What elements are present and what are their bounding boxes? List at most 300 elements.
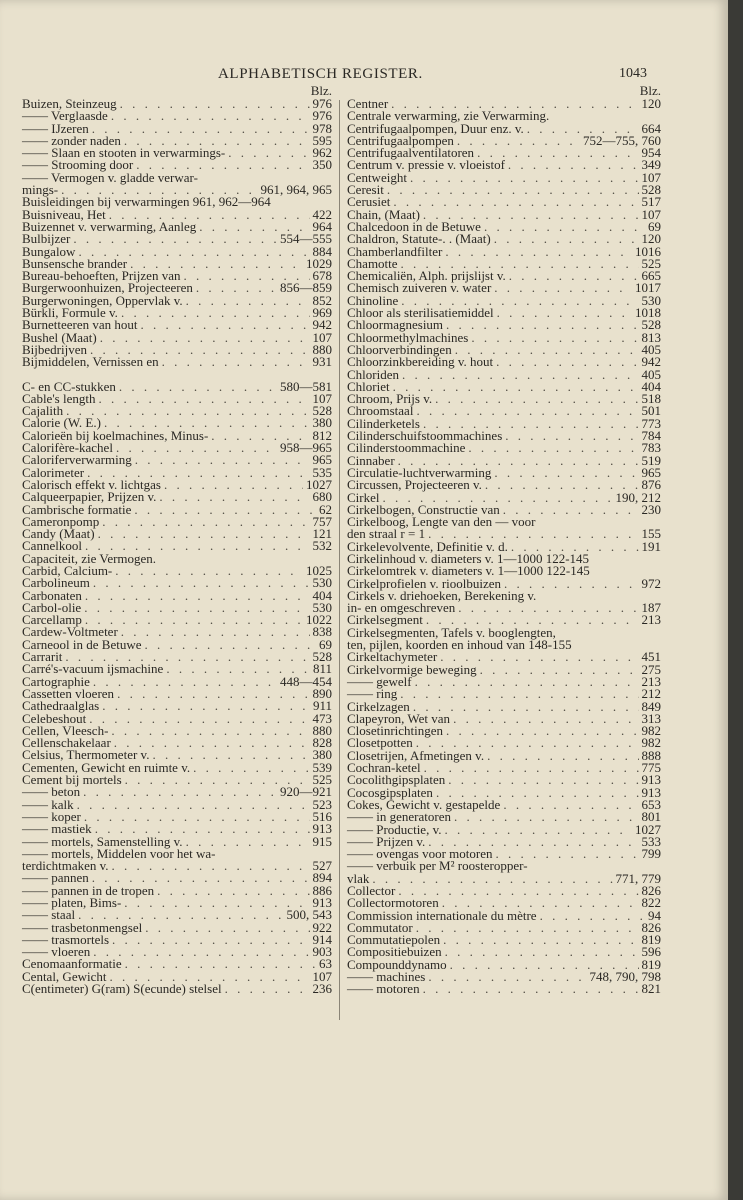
entry-page-ref: 525 <box>641 255 661 271</box>
entry-term: Centweight <box>347 169 407 185</box>
entry-page-ref: 913 <box>641 772 661 788</box>
index-entry <box>347 860 661 872</box>
dot-leader <box>89 713 309 725</box>
entry-term: Chaldron, Statute-. . (Maat) <box>347 231 491 247</box>
entry-term: Cable's length <box>22 390 96 406</box>
column-divider <box>339 100 340 1020</box>
dot-leader <box>93 676 277 688</box>
entry-page-ref: 965 <box>312 452 332 468</box>
entry-term: Chloriden <box>347 366 399 382</box>
entry-term: Centrum v. pressie v. vloeistof <box>347 157 505 173</box>
dot-leader <box>145 922 309 934</box>
dot-leader <box>494 467 638 479</box>
dot-leader <box>85 590 310 602</box>
entry-page-ref: 107 <box>312 968 332 984</box>
entry-page-ref: 107 <box>641 169 661 185</box>
entry-page-ref: 451 <box>641 649 661 665</box>
entry-page-ref: 958—965 <box>280 440 332 456</box>
entry-term: Carcellamp <box>22 612 82 628</box>
entry-term: Chain, (Maat) <box>347 206 420 222</box>
dot-leader <box>435 393 638 405</box>
entry-term: Cartographie <box>22 673 90 689</box>
entry-page-ref: 501 <box>641 403 661 419</box>
entry-term: Chamotte <box>347 255 398 271</box>
entry-page-ref: 1018 <box>635 305 661 321</box>
entry-page-ref: 1016 <box>635 243 661 259</box>
dot-leader <box>111 725 309 737</box>
dot-leader <box>84 811 310 823</box>
entry-term: Cilinderstoommachine <box>347 440 466 456</box>
entry-term: —— mortels, Samenstelling v. <box>22 833 183 849</box>
entry-page-ref: 964 <box>312 218 332 234</box>
entry-term: Cirkel <box>347 489 380 505</box>
entry-page-ref: 819 <box>641 956 661 972</box>
dot-leader <box>141 319 310 331</box>
entry-page-ref: 380 <box>312 747 332 763</box>
page-header <box>0 66 728 86</box>
entry-term: Cirkelboog, Lengte van den — voor <box>347 514 536 530</box>
entry-term: —— Prijzen v. <box>347 833 426 849</box>
entry-term: Caloriferverwarming <box>22 452 132 468</box>
entry-term: Bijbedrijven <box>22 341 87 357</box>
dot-leader <box>115 565 303 577</box>
entry-page-ref: 213 <box>641 673 661 689</box>
dot-leader <box>134 504 316 516</box>
entry-term: Cental, Gewicht <box>22 968 107 984</box>
dot-leader <box>125 958 316 970</box>
entry-term: Bushel (Maat) <box>22 329 97 345</box>
entry-term: Bungalow <box>22 243 76 259</box>
entry-term: Buizennet v. verwarming, Aanleg <box>22 218 197 234</box>
entry-term: Cirkelzagen <box>347 698 410 714</box>
entry-page-ref: 801 <box>641 809 661 825</box>
entry-page-ref: 528 <box>641 317 661 333</box>
dot-leader <box>84 602 309 614</box>
entry-term: —— zonder naden <box>22 132 121 148</box>
entry-term: —— in generatoren <box>347 809 451 825</box>
entry-page-ref: 519 <box>641 452 661 468</box>
entry-page-ref: 876 <box>641 477 661 493</box>
entry-term: —— machines <box>347 969 426 985</box>
entry-term: Capaciteit, zie Vermogen. <box>22 550 157 566</box>
entry-term: —— staal <box>22 907 76 923</box>
dot-leader <box>540 910 645 922</box>
dot-leader <box>93 577 310 589</box>
entry-page-ref: 856—859 <box>280 280 332 296</box>
dot-leader <box>509 270 639 282</box>
entry-term: Chamberlandfilter <box>347 243 443 259</box>
entry-term: Ceresit <box>347 182 384 198</box>
entry-page-ref: 554—555 <box>280 231 332 247</box>
entry-page-ref: 880 <box>312 341 332 357</box>
entry-page-ref: 530 <box>312 575 332 591</box>
dot-leader <box>448 774 638 786</box>
entry-page-ref: 821 <box>641 981 661 997</box>
dot-leader <box>93 946 309 958</box>
entry-page-ref: 1022 <box>306 612 332 628</box>
index-entry <box>347 169 661 185</box>
index-entry <box>22 983 332 995</box>
entry-term: —— trasmortels <box>22 931 110 947</box>
entry-term: Chroom, Prijs v. <box>347 391 433 407</box>
entry-term: —— ovengas voor motoren <box>347 846 493 862</box>
entry-term: Cellen, Vleesch- <box>22 722 109 738</box>
dot-leader <box>423 983 639 995</box>
entry-page-ref: 783 <box>641 440 661 456</box>
entry-term: Centrale verwarming, zie Verwarming. <box>347 108 550 124</box>
entry-term: —— Productie, v. <box>347 821 442 837</box>
entry-term: ten, pijlen, koorden en inhoud van 148-155 <box>347 637 572 653</box>
entry-term: Burgerwoonhuizen, Projecteeren <box>22 280 193 296</box>
entry-page-ref: 664 <box>641 120 661 136</box>
entry-page-ref: 890 <box>312 685 332 701</box>
entry-term: Cenomaanformatie <box>22 956 122 972</box>
entry-term: Calorifère-kachel <box>22 440 113 456</box>
entry-term: Chloormethylmachines <box>347 329 469 345</box>
entry-term: Chroomstaal <box>347 403 414 419</box>
entry-term: Cirkelinhoud v. diameters v. 1—1000 122-145 <box>347 550 590 566</box>
entry-term: Commutator <box>347 919 413 935</box>
entry-term: Commutatiepolen <box>347 932 441 948</box>
entry-term: Cirkelomtrek v. diameters v. 1—1000 122-145 <box>347 563 590 579</box>
entry-page-ref: 888 <box>641 747 661 763</box>
dot-leader <box>121 307 310 319</box>
entry-term: Closetrijen, Afmetingen v. <box>347 747 485 763</box>
entry-page-ref: 596 <box>641 944 661 960</box>
dot-leader <box>446 725 638 737</box>
entry-term: —— vloeren <box>22 944 91 960</box>
dot-leader <box>416 405 638 417</box>
entry-page-ref: 63 <box>319 956 332 972</box>
entry-page-ref: 595 <box>312 132 332 148</box>
dot-leader <box>98 393 309 405</box>
entry-page-ref: 819 <box>641 932 661 948</box>
entry-page-ref: 528 <box>641 182 661 198</box>
entry-term: Cameronpomp <box>22 513 100 529</box>
dot-leader <box>112 934 309 946</box>
entry-page-ref: 580—581 <box>280 378 332 394</box>
entry-term: Buisniveau, Het <box>22 206 106 222</box>
dot-leader <box>102 700 310 712</box>
dot-leader <box>468 442 638 454</box>
dot-leader <box>100 332 310 344</box>
entry-term: Calorimeter <box>22 464 85 480</box>
entry-page-ref: 978 <box>312 120 332 136</box>
dot-leader <box>111 110 310 122</box>
entry-term: Calqueerpapier, Prijzen v. <box>22 489 157 505</box>
dot-leader <box>145 639 317 651</box>
dot-leader <box>102 516 309 528</box>
entry-page-ref: 748, 790, 798 <box>589 969 661 985</box>
dot-leader <box>116 442 277 454</box>
entry-page-ref: 404 <box>312 587 332 603</box>
entry-page-ref: 812 <box>312 427 332 443</box>
entry-page-ref: 826 <box>641 919 661 935</box>
dot-leader <box>119 381 277 393</box>
dot-leader <box>494 282 632 294</box>
entry-page-ref: 886 <box>312 882 332 898</box>
dot-leader <box>410 172 639 184</box>
index-entry <box>347 184 661 196</box>
entry-term: Chloorzinkbereiding v. hout <box>347 354 494 370</box>
dot-leader <box>135 454 310 466</box>
dot-leader <box>453 713 638 725</box>
entry-page-ref: 539 <box>312 759 332 775</box>
dot-leader <box>112 860 310 872</box>
entry-term: Cinnaber <box>347 452 395 468</box>
entry-page-ref: 784 <box>641 428 661 444</box>
entry-page-ref: 838 <box>312 624 332 640</box>
entry-term: Cokes, Gewicht v. gestapelde <box>347 796 501 812</box>
dot-leader <box>387 184 639 196</box>
entry-term: den straal r = 1 <box>347 526 426 542</box>
entry-page-ref: 530 <box>641 292 661 308</box>
entry-term: Cirkelevolvente, Definitie v. d. <box>347 538 508 554</box>
dot-leader <box>416 922 639 934</box>
entry-page-ref: 1027 <box>306 476 332 492</box>
entry-term: Chloormagnesium <box>347 317 444 333</box>
entry-page-ref: 120 <box>641 96 661 111</box>
entry-page-ref: 813 <box>641 329 661 345</box>
dot-leader <box>66 405 309 417</box>
entry-term: Cirkelprofielen v. rioolbuizen <box>347 575 502 591</box>
entry-term: Chalcedoon in de Betuwe <box>347 218 481 234</box>
left-column <box>22 84 332 995</box>
entry-term: Compounddynamo <box>347 956 447 972</box>
entry-page-ref: 349 <box>641 157 661 173</box>
entry-page-ref: 826 <box>641 883 661 898</box>
dot-leader <box>98 528 310 540</box>
entry-term: —— verbuik per M² roosteropper- <box>347 858 528 874</box>
dot-leader <box>497 307 632 319</box>
entry-page-ref: 120 <box>641 231 661 247</box>
index-entry <box>347 479 661 491</box>
entry-page-ref: 404 <box>641 378 661 394</box>
entry-page-ref: 922 <box>312 919 332 935</box>
entry-page-ref: 530 <box>312 599 332 615</box>
entry-term: Calorieën bij koelmachines, Minus- <box>22 427 209 443</box>
entry-term: —— Slaan en stooten in verwarmings- <box>22 145 226 161</box>
entry-page-ref: 773 <box>641 415 661 431</box>
entry-term: Bürkli, Formule v. <box>22 305 118 321</box>
entry-term: Cirkelsegment <box>347 612 423 628</box>
dot-leader <box>505 430 638 442</box>
entry-page-ref: 915 <box>312 833 332 849</box>
entry-term: Carbonaten <box>22 587 82 603</box>
entry-page-ref: 911 <box>312 698 332 714</box>
entry-page-ref: 190, 212 <box>615 489 661 505</box>
entry-term: Cassetten vloeren <box>22 685 115 701</box>
entry-page-ref: 523 <box>312 796 332 812</box>
dot-leader <box>73 233 277 245</box>
entry-page-ref: 107 <box>312 390 332 406</box>
entry-term: Cirkels v. driehoeken, Berekening v. <box>347 587 537 603</box>
dot-leader <box>372 873 612 885</box>
entry-page-ref: 828 <box>312 735 332 751</box>
entry-page-ref: 528 <box>312 649 332 665</box>
entry-term: Burnetteeren van hout <box>22 317 138 333</box>
dot-leader <box>415 676 639 688</box>
entry-page-ref: 961, 964, 965 <box>260 182 332 198</box>
entry-term: terdichtmaken v. <box>22 858 109 874</box>
dot-leader <box>503 799 638 811</box>
entry-term: mings- <box>22 182 59 198</box>
dot-leader <box>186 295 310 307</box>
entry-page-ref: 942 <box>641 354 661 370</box>
dot-leader <box>446 319 638 331</box>
entry-page-ref: 1017 <box>635 280 661 296</box>
entry-page-ref: 920—921 <box>280 784 332 800</box>
entry-term: Celsius, Thermometer v. <box>22 747 150 763</box>
dot-leader <box>393 196 638 208</box>
entry-term: Centner <box>347 96 389 111</box>
dot-leader <box>445 246 632 258</box>
entry-page-ref: 62 <box>319 501 332 517</box>
entry-page-ref: 69 <box>319 636 332 652</box>
entry-page-ref: 653 <box>641 796 661 812</box>
entry-page-ref: 914 <box>312 931 332 947</box>
entry-term: Carbolineum <box>22 575 90 591</box>
entry-page-ref: 771, 779 <box>615 870 661 886</box>
entry-page-ref: 665 <box>641 268 661 284</box>
entry-page-ref: 518 <box>641 391 661 407</box>
entry-term: Carneool in de Betuwe <box>22 636 142 652</box>
entry-page-ref: 69 <box>648 218 661 234</box>
entry-page-ref: 107 <box>641 206 661 222</box>
dot-leader <box>92 123 310 135</box>
entry-term: Burgerwoningen, Oppervlak v. <box>22 292 183 308</box>
entry-page-ref: 448—454 <box>280 673 332 689</box>
entry-page-ref: 757 <box>312 513 332 529</box>
entry-term: —— beton <box>22 784 81 800</box>
entry-page-ref: 976 <box>312 108 332 124</box>
page-number: 1043 <box>619 66 647 81</box>
entry-page-ref: 473 <box>312 710 332 726</box>
entry-term: C(entimeter) G(ram) S(ecunde) stelsel <box>22 981 222 997</box>
entry-page-ref: 894 <box>312 870 332 886</box>
dot-leader <box>443 934 638 946</box>
entry-term: —— mortels, Middelen voor het wa- <box>22 845 216 861</box>
entry-page-ref: 380 <box>312 415 332 431</box>
entry-page-ref: 775 <box>641 760 661 776</box>
entry-term: Chloor als sterilisatiemiddel <box>347 305 494 321</box>
entry-page-ref: 535 <box>312 464 332 480</box>
dot-leader <box>157 885 309 897</box>
entry-page-ref: 517 <box>641 194 661 210</box>
entry-term: Cochran-ketel <box>347 760 421 776</box>
entry-page-ref: 155 <box>641 526 661 542</box>
dot-leader <box>508 159 639 171</box>
entry-term: Collectormotoren <box>347 895 439 911</box>
index-entry <box>22 356 332 368</box>
entry-page-ref: 94 <box>648 907 661 923</box>
entry-term: Cilinderschuifstoommachines <box>347 428 503 444</box>
entry-term: Bureau-behoeften, Prijzen van <box>22 268 181 284</box>
entry-page-ref: 852 <box>312 292 332 308</box>
dot-leader <box>402 369 639 381</box>
entry-term: —— gewelf <box>347 673 412 689</box>
dot-leader <box>83 786 277 798</box>
entry-page-ref: 525 <box>312 772 332 788</box>
entry-page-ref: 191 <box>641 538 661 554</box>
entry-term: Buizen, Steinzeug <box>22 96 117 111</box>
entry-page-ref: 121 <box>312 526 332 542</box>
entry-term: —— motoren <box>347 981 420 997</box>
blz-label: Blz. <box>639 83 661 98</box>
entry-page-ref: 187 <box>641 600 661 616</box>
entry-page-ref: 528 <box>312 403 332 419</box>
entry-term: Closetpotten <box>347 735 413 751</box>
dot-leader <box>480 664 639 676</box>
dot-leader <box>428 971 586 983</box>
blz-label: Blz. <box>310 83 332 98</box>
entry-term: Cement bij mortels <box>22 772 122 788</box>
entry-term: Centrifugaalpompen, Duur enz. v. <box>347 120 524 136</box>
entry-term: —— mastiek <box>22 821 92 837</box>
entry-term: Chloorverbindingen <box>347 341 452 357</box>
entry-page-ref: 752—755, 760 <box>583 132 661 148</box>
entry-term: —— platen, Bims- <box>22 895 122 910</box>
entry-term: Cambrische formatie <box>22 501 132 517</box>
entry-term: Cellenschakelaar <box>22 735 111 751</box>
entry-term: Chemisch zuiveren v. water <box>347 280 492 296</box>
index-entries-left <box>22 98 332 995</box>
entry-page-ref: 532 <box>312 538 332 554</box>
dot-leader <box>117 688 309 700</box>
entry-page-ref: 680 <box>312 489 332 505</box>
entry-term: Cilinderketels <box>347 415 420 431</box>
entry-term: vlak <box>347 870 370 886</box>
entry-page-ref: 350 <box>312 157 332 173</box>
entry-term: Cardew-Voltmeter <box>22 624 118 640</box>
entry-page-ref: 849 <box>641 698 661 714</box>
entry-page-ref: 822 <box>641 895 661 911</box>
entry-term: Calorie (W. E.) <box>22 415 101 431</box>
entry-term: —— kalk <box>22 796 74 812</box>
index-entry <box>347 983 661 995</box>
dot-leader <box>196 282 277 294</box>
entry-term: Bulbijzer <box>22 231 71 247</box>
entry-term: Chinoline <box>347 292 399 308</box>
dot-leader <box>444 824 632 836</box>
entry-term: Cirkeltachymeter <box>347 649 438 665</box>
dot-leader <box>77 799 310 811</box>
dot-leader <box>162 356 310 368</box>
entry-term: Cathedraalglas <box>22 698 100 714</box>
dot-leader <box>159 491 309 503</box>
dot-leader <box>424 762 639 774</box>
entry-page-ref: 107 <box>312 329 332 345</box>
dot-leader <box>120 98 310 110</box>
entry-term: Chemicaliën, Alph. prijslijst v. <box>347 268 506 284</box>
entry-term: Bijmiddelen, Vernissen en <box>22 354 159 370</box>
entry-term: Carbid, Calcium- <box>22 562 113 578</box>
entry-page-ref: 880 <box>312 722 332 738</box>
entry-page-ref: 972 <box>641 575 661 591</box>
entry-term: Collector <box>347 883 396 898</box>
entry-page-ref: 811 <box>312 661 332 677</box>
entry-page-ref: 954 <box>641 145 661 161</box>
entry-page-ref: 982 <box>641 735 661 751</box>
dot-leader <box>445 946 639 958</box>
entry-term: Cirkelsegmenten, Tafels v. booglengten, <box>347 624 556 640</box>
entry-term: Cajalith <box>22 403 64 419</box>
dot-leader <box>454 811 639 823</box>
entry-page-ref: 527 <box>312 858 332 874</box>
dot-leader <box>496 356 638 368</box>
entry-term: —— trasbetonmengsel <box>22 919 143 935</box>
entry-term: Cirkelvormige beweging <box>347 661 477 677</box>
